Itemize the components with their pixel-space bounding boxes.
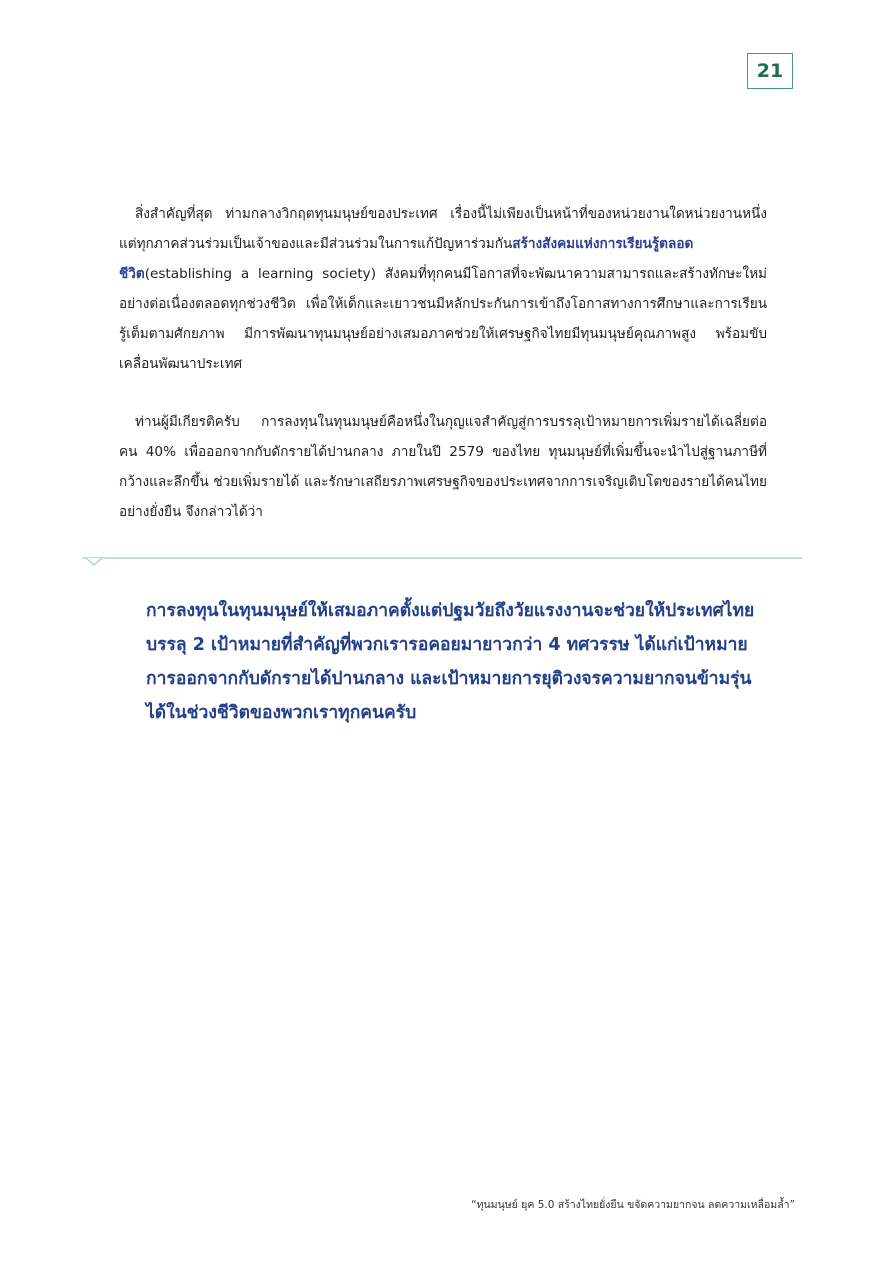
paragraph-2-text: ท่านผู้มีเกียรติครับ การลงทุนในทุนมนุษย์คือหนึ่งในกุญแจสำคัญสู่การบรรลุเป้าหมายการเพิ่มรายได้เฉลี่ยต่อคน 40% เพื่อออกจากกับดักรายได้ปานกลาง ภายในปี 2579 ของไทย ทุนมนุษย์ที่เพิ่มขึ้นจะนำไปสู่ฐานภาษีที่กว้างและลึกขึ้น ช่วยเพิ่มรายได้ และรักษาเสถียรภาพเศรษฐกิจของประเทศจากการเจริญเติบโตของรายได้คนไทยอย่างยั่งยืน จึงกล่าวได้ว่า	[119, 414, 767, 520]
quote-line: การลงทุนในทุนมนุษย์ให้เสมอภาคตั้งแต่ปฐมวัยถึงวัยแรงงานจะช่วยให้ประเทศไทย	[146, 601, 755, 621]
section-divider	[82, 557, 802, 571]
quote-line: ได้ในช่วงชีวิตของพวกเราทุกคนครับ	[146, 703, 417, 723]
quote-line: บรรลุ 2 เป้าหมายที่สำคัญที่พวกเรารอคอยมายาวกว่า 4 ทศวรรษ ได้แก่เป้าหมาย	[146, 635, 748, 655]
quote-line: การออกจากกับดักรายได้ปานกลาง และเป้าหมายการยุติวงจรความยากจนข้ามรุ่น	[146, 669, 752, 689]
body-paragraph-2	[119, 407, 767, 527]
highlight-learning-society: สร้างสังคมแห่งการเรียนรู้ตลอดชีวิต	[119, 236, 694, 282]
paragraph-1-text-start: สิ่งสำคัญที่สุด ท่ามกลางวิกฤตทุนมนุษย์ของประเทศ เรื่องนี้ไม่เพียงเป็นหน้าที่ของหน่วยงานใดหน่วยงานหนึ่ง แต่ทุกภาคส่วนร่วมเป็นเจ้าของและมีส่วนร่วมในการแก้ปัญหาร่วมกัน	[119, 206, 767, 252]
running-footer: “ทุนมนุษย์ ยุค 5.0 สร้างไทยยั่งยืน ขจัดความยากจน ลดความเหลื่อมล้ำ”	[471, 1199, 795, 1211]
paragraph-1-text-end: (establishing a learning society) สังคมที่ทุกคนมีโอกาสที่จะพัฒนาความสามารถและสร้างทักษะใหม่อย่างต่อเนื่องตลอดทุกช่วงชีวิต เพื่อให้เด็กและเยาวชนมีหลักประกันการเข้าถึงโอกาสทางการศึกษาและการเรียนรู้เต็มตามศักยภาพ มีการพัฒนาทุนมนุษย์อย่างเสมอภาคช่วยให้เศรษฐกิจไทยมีทุนมนุษย์คุณภาพสูง พร้อมขับเคลื่อนพัฒนาประเทศ	[119, 266, 767, 372]
page-number: 21	[747, 53, 793, 89]
divider-notch-icon	[86, 558, 102, 565]
body-paragraph-1	[119, 199, 767, 379]
pull-quote	[146, 594, 758, 730]
